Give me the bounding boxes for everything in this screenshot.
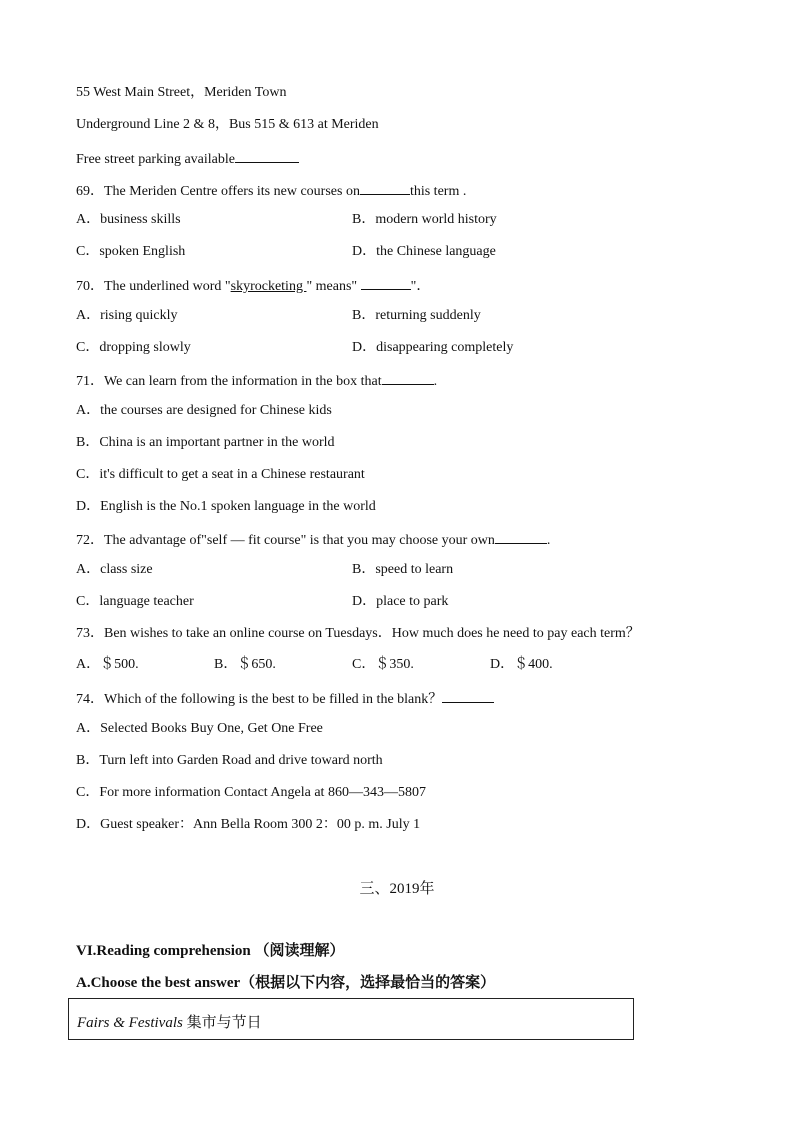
question-stem: 70．The underlined word " — [76, 279, 231, 294]
option-70-a: A．rising quickly — [76, 308, 178, 323]
option-71-d: D．English is the No.1 spoken language in the world — [76, 499, 376, 514]
option-73-d: D．＄400. — [490, 657, 553, 672]
question-71 — [76, 370, 437, 391]
option-70-d: D．disappearing completely — [352, 340, 514, 355]
reading-subtitle: A.Choose the best answer（根据以下内容，选择最恰当的答案） — [76, 975, 496, 991]
option-73-b: B．＄650. — [214, 657, 276, 672]
question-stem-after: this term . — [409, 184, 467, 199]
underlined-word: skyrocketing — [230, 279, 307, 294]
option-70-b: B．returning suddenly — [352, 308, 481, 323]
option-74-d: D．Guest speaker：Ann Bella Room 300 2：00 p. m. July 1 — [76, 817, 421, 832]
passage-title-cn: 集市与节日 — [182, 1015, 262, 1031]
address-street: 55 West Main Street，Meriden Town — [76, 85, 287, 100]
question-stem-after: . — [546, 533, 551, 548]
question-stem: 71．We can learn from the information in the box that — [76, 374, 382, 389]
option-69-a: A．business skills — [76, 212, 181, 227]
section-heading: 三、2019年 — [359, 881, 435, 897]
question-stem: 69．The Meriden Centre offers its new courses on — [76, 184, 360, 199]
reading-title: VI.Reading comprehension （阅读理解） — [76, 943, 345, 959]
question-72 — [76, 529, 550, 550]
address-transport: Underground Line 2 & 8，Bus 515 & 613 at Meriden — [76, 117, 379, 132]
question-73: 73．Ben wishes to take an online course on Tuesdays．How much does he need to pay each term？ — [76, 626, 640, 641]
passage-title-en: Fairs & Festivals — [77, 1015, 183, 1031]
option-73-a: A．＄500. — [76, 657, 139, 672]
option-71-c: C．it's difficult to get a seat in a Chinese restaurant — [76, 467, 365, 482]
option-73-c: C．＄350. — [352, 657, 414, 672]
question-stem-after: . — [433, 374, 438, 389]
option-74-c: C．For more information Contact Angela at 860—343—5807 — [76, 785, 426, 800]
answer-blank — [495, 529, 547, 544]
answer-blank — [382, 370, 434, 385]
question-stem: 72．The advantage of"self — fit course" is that you may choose your own — [76, 533, 495, 548]
question-stem-mid: " means" — [306, 279, 361, 294]
answer-blank — [442, 688, 494, 703]
passage-box — [68, 998, 634, 1040]
option-72-d: D．place to park — [352, 594, 449, 609]
passage-title — [77, 1011, 262, 1032]
option-69-c: C．spoken English — [76, 244, 186, 259]
question-74 — [76, 688, 494, 709]
option-74-a: A．Selected Books Buy One, Get One Free — [76, 721, 323, 736]
option-72-b: B．speed to learn — [352, 562, 454, 577]
question-69 — [76, 180, 466, 201]
option-71-a: A．the courses are designed for Chinese kids — [76, 403, 332, 418]
answer-blank — [235, 148, 299, 163]
option-71-b: B．China is an important partner in the world — [76, 435, 335, 450]
question-70 — [76, 275, 430, 296]
answer-blank — [361, 275, 411, 290]
option-69-d: D．the Chinese language — [352, 244, 496, 259]
option-72-c: C．language teacher — [76, 594, 194, 609]
answer-blank — [360, 180, 410, 195]
option-74-b: B．Turn left into Garden Road and drive toward north — [76, 753, 383, 768]
parking-text: Free street parking available — [76, 152, 235, 167]
option-70-c: C．dropping slowly — [76, 340, 191, 355]
question-stem-end: "． — [410, 279, 431, 294]
option-72-a: A．class size — [76, 562, 153, 577]
option-69-b: B．modern world history — [352, 212, 497, 227]
question-stem: 74．Which of the following is the best to be filled in the blank？ — [76, 692, 443, 707]
address-parking — [76, 148, 299, 169]
